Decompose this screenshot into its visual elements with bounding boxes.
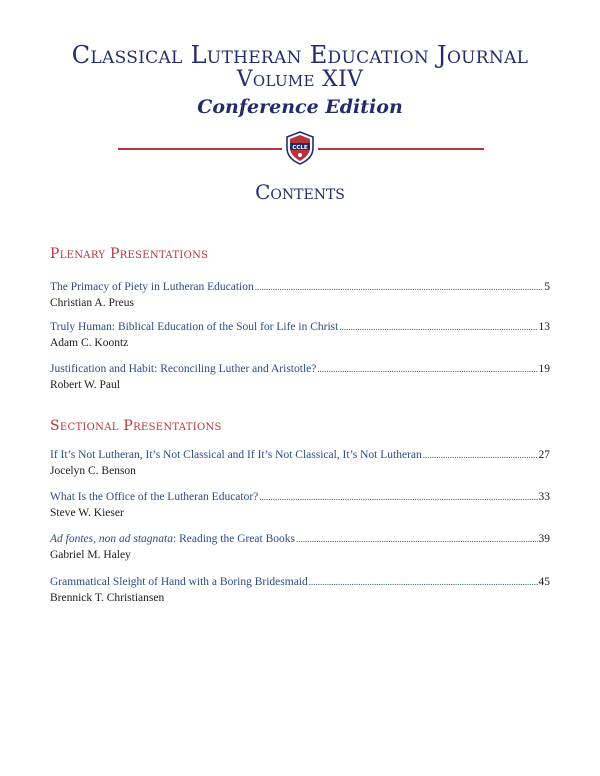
toc-entry-title-link[interactable]: What Is the Office of the Lutheran Educator? <box>50 491 259 503</box>
edition-subtitle: Conference Edition <box>197 96 403 118</box>
toc-author: Christian A. Preus <box>50 297 135 309</box>
toc-page-number: 33 <box>538 491 550 503</box>
toc-entry <box>50 448 550 479</box>
toc-author: Steve W. Kieser <box>50 507 124 519</box>
section-heading-plenary: Plenary Presentations <box>50 246 209 262</box>
toc-entry <box>50 362 550 393</box>
toc-entry <box>50 280 550 311</box>
toc-entry-title-link[interactable] <box>50 532 295 547</box>
crest-logo-icon <box>285 131 315 165</box>
toc-page-number: 39 <box>538 533 550 545</box>
toc-entry <box>50 532 550 563</box>
toc-page-number: 13 <box>538 321 550 333</box>
decorative-rule-right <box>318 148 484 150</box>
toc-entry-title-rest: : Reading the Great Books <box>173 533 296 545</box>
toc-author: Adam C. Koontz <box>50 337 129 349</box>
contents-heading: Contents <box>255 180 345 204</box>
toc-author: Gabriel M. Haley <box>50 549 131 561</box>
volume-title: Volume XIV <box>236 67 364 92</box>
decorative-rule-left <box>118 148 282 150</box>
dot-leader <box>339 320 537 335</box>
toc-author: Jocelyn C. Benson <box>50 465 136 477</box>
journal-title: Classical Lutheran Education Journal <box>71 41 529 69</box>
toc-entry-title-italic: Ad fontes, non ad stagnata <box>50 533 173 545</box>
toc-author: Robert W. Paul <box>50 379 120 391</box>
toc-entry-title-link[interactable]: Grammatical Sleight of Hand with a Boring Bridesmaid <box>50 576 308 588</box>
toc-entry-title-link[interactable]: Justification and Habit: Reconciling Luther and Aristotle? <box>50 363 317 375</box>
crest-text: CCLE <box>292 145 308 151</box>
dot-leader <box>259 490 537 505</box>
toc-author: Brennick T. Christiansen <box>50 592 165 604</box>
toc-entry-title-link[interactable]: If It’s Not Lutheran, It’s Not Classical and If It’s Not Classical, It’s Not Lutheran <box>50 449 422 461</box>
toc-entry <box>50 320 550 351</box>
dot-leader <box>296 532 537 547</box>
dot-leader <box>255 280 544 295</box>
dot-leader <box>423 448 538 463</box>
toc-page-number: 5 <box>544 281 550 293</box>
toc-page-number: 45 <box>538 576 550 588</box>
section-heading-sectional: Sectional Presentations <box>50 418 222 434</box>
toc-entry-title-link[interactable]: Truly Human: Biblical Education of the Soul for Life in Christ <box>50 321 339 333</box>
toc-entry <box>50 490 550 521</box>
toc-entry <box>50 575 550 606</box>
toc-page-number: 19 <box>538 363 550 375</box>
dot-leader <box>309 575 538 590</box>
dot-leader <box>317 362 537 377</box>
toc-page-number: 27 <box>538 449 550 461</box>
toc-entry-title-link[interactable]: The Primacy of Piety in Lutheran Education <box>50 281 254 293</box>
